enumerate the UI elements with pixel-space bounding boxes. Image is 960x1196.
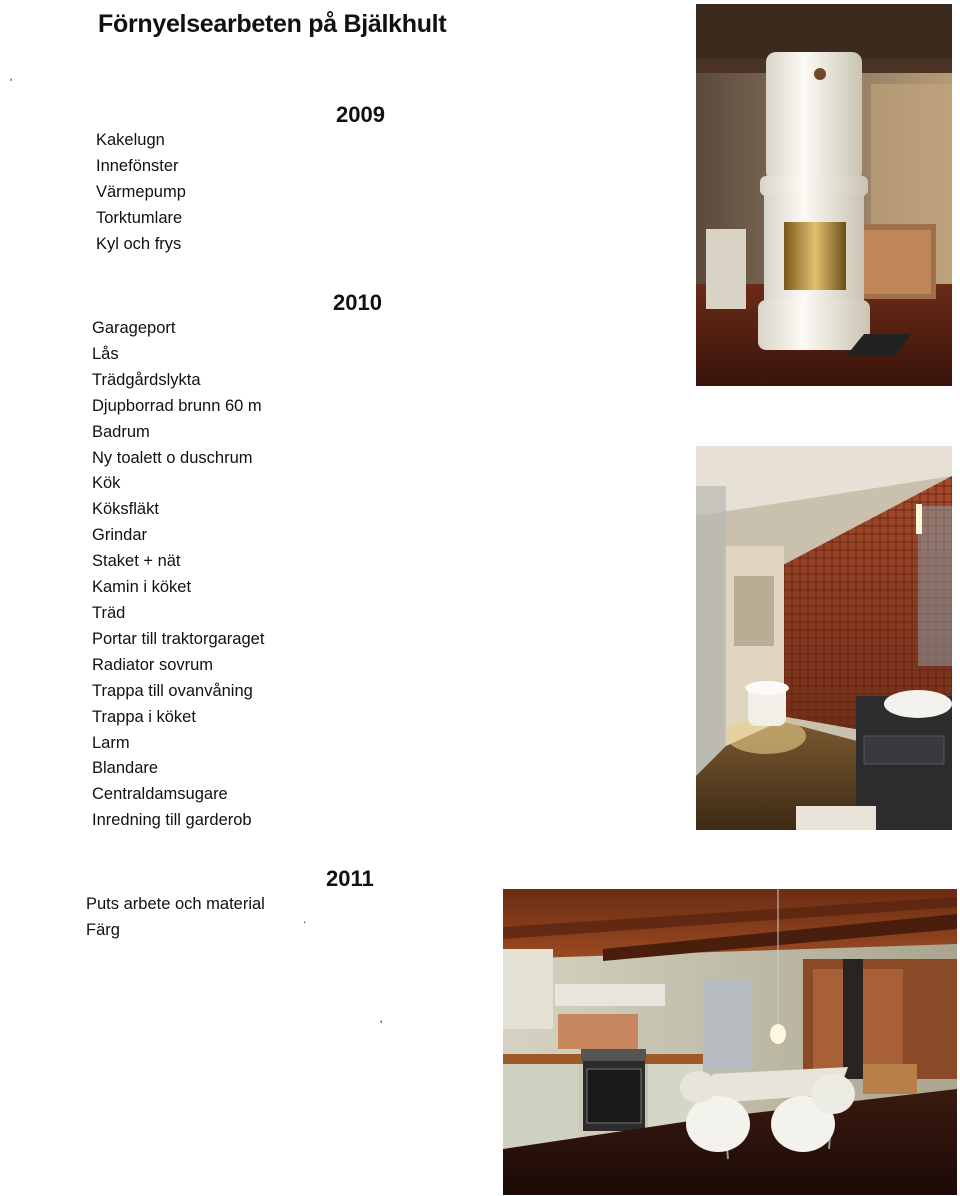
scan-mark: . [303,912,307,926]
scan-mark: ' [380,1018,383,1032]
list-item: Kyl och frys [96,234,182,253]
list-item: Centraldamsugare [92,785,228,804]
list-2009 [96,128,186,258]
list-item: Kamin i köket [92,578,192,597]
list-item: Garageport [92,319,176,337]
list-item: Torktumlare [96,208,183,227]
list-item: Träd [92,603,126,622]
list-item: Larm [92,733,130,752]
list-item: Inredning till garderob [92,811,252,830]
photo-tiled-stove [696,4,952,386]
list-item: Trappa till ovanvåning [92,681,253,700]
list-item: Innefönster [96,156,179,175]
list-item: Kök [92,474,121,493]
photo-bathroom [696,446,952,830]
year-heading-2011: 2011 [326,866,374,891]
list-item: Värmepump [96,182,186,201]
year-heading-2009: 2009 [336,102,385,127]
list-item: Badrum [92,422,150,441]
list-item: Puts arbete och material [86,895,265,913]
list-item: Kakelugn [96,131,165,149]
list-item: Staket + nät [92,552,181,571]
list-item: Lås [92,344,119,363]
year-heading-2010: 2010 [333,290,382,315]
list-2010 [92,316,264,834]
list-item: Djupborrad brunn 60 m [92,396,262,415]
list-item: Radiator sovrum [92,655,214,674]
page-title: Förnyelsearbeten på Bjälkhult [98,10,447,38]
list-item: Ny toalett o duschrum [92,448,253,467]
list-item: Blandare [92,759,159,778]
list-item: Trappa i köket [92,707,196,726]
scan-mark: ' [10,76,13,90]
list-item: Färg [86,920,120,939]
list-item: Portar till traktorgaraget [92,629,265,648]
photo-kitchen [503,889,957,1195]
list-item: Trädgårdslykta [92,370,201,389]
list-item: Köksfläkt [92,500,159,519]
list-item: Grindar [92,526,148,545]
list-2011 [86,892,265,944]
